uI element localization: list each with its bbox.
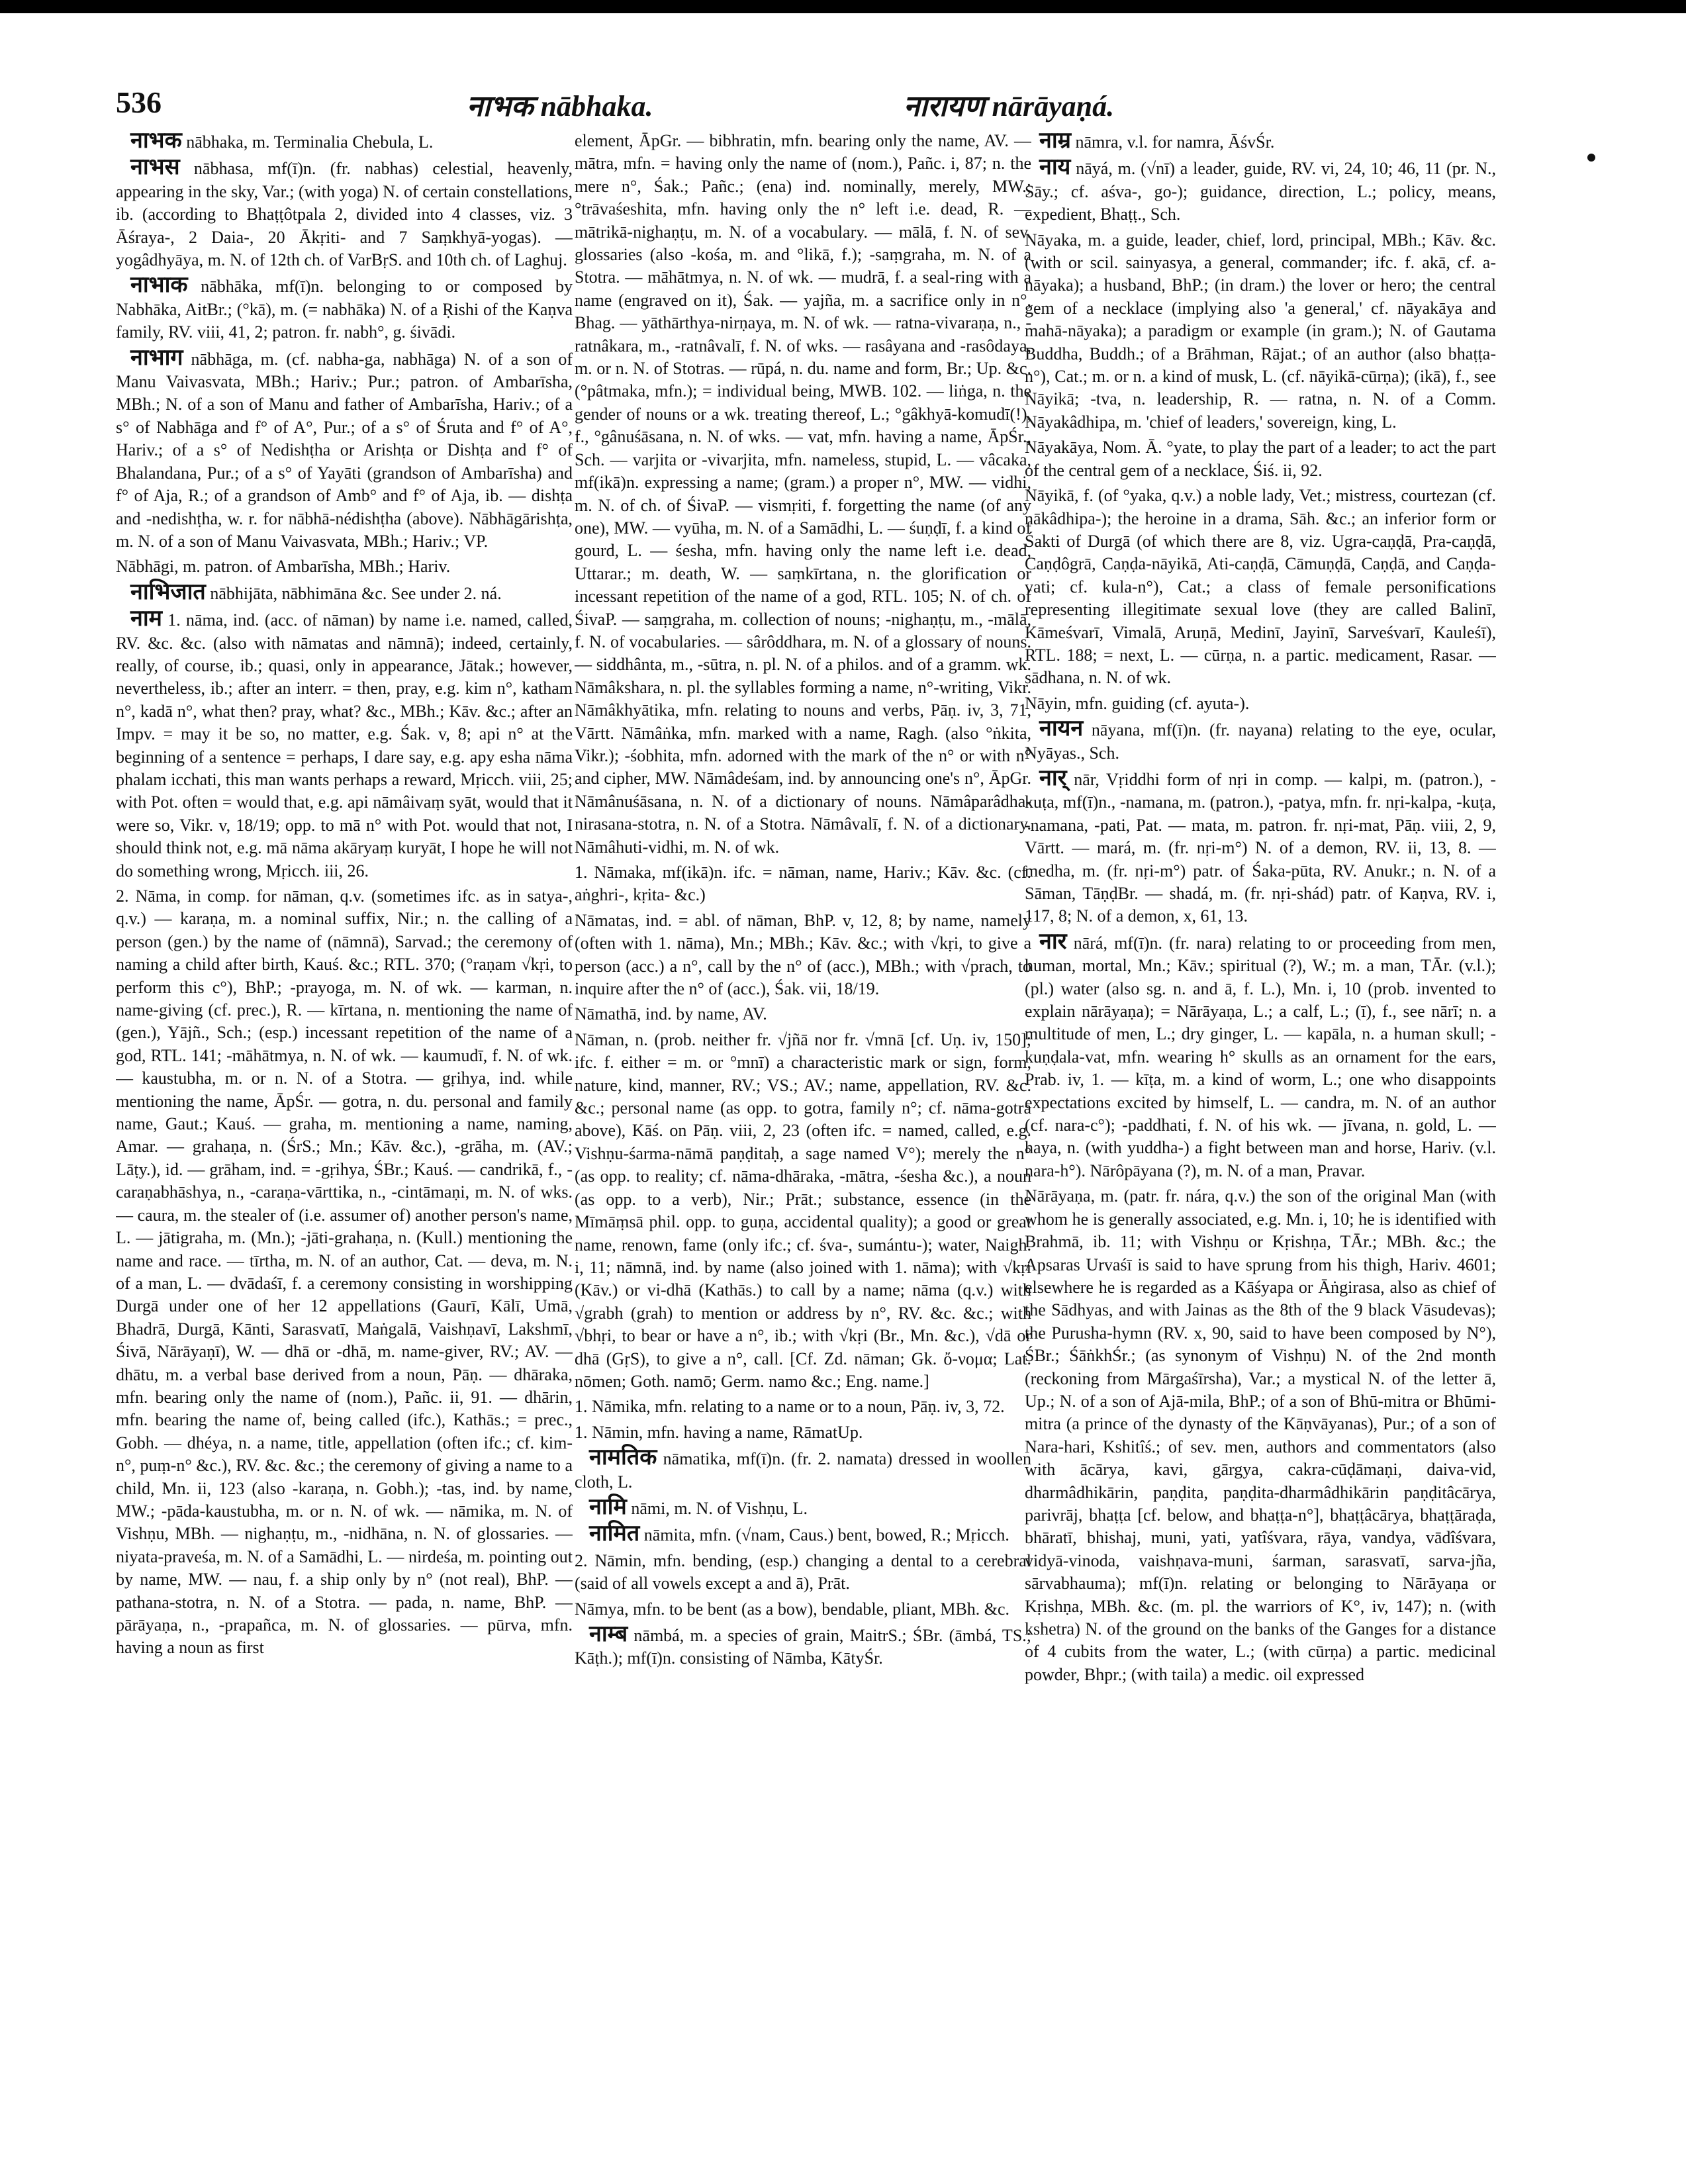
dictionary-entry	[1025, 130, 1496, 154]
dictionary-entry	[1025, 692, 1496, 715]
entry-headword-devanagari: नाम्ब	[589, 1622, 628, 1646]
entry-headword-devanagari: नामित	[589, 1521, 640, 1546]
entry-text: Nāman, n. (prob. neither fr. √jñā nor fr. √mnā [cf. Uṇ. iv, 150]; ifc. f. either = m. or °mnī) a characteristic mark or sign, form, nature, kind, manner, RV.; VS.; AV.; name, appellation, RV. &c. &c.; personal name (as opp. to gotra, family n°; cf. nāma-gotra above), Kāś. on Pāṇ. viii, 2, 23 (often ifc. = named, called, e.g. Vishṇu-śarma-nāmā paṇḍitaḥ, a sage named V°); merely the n° (as opp. to reality; cf. nāma-dhāraka, -mātra, -śesha &c.), a noun (as opp. to a verb), Nir.; Prāt.; substance, essence (in the Mīmāṃsā phil. opp. to guṇa, accidental quality); a good or great name, renown, fame (only ifc.; cf. śva-, sumántu-); water, Naigh. i, 11; nāmnā, ind. by name (also joined with 1. nāma); with √kṛi (Kāv.) or vi-dhā (Kathās.) to call by a name; nāma (q.v.) with √grabh (grah) to mention or address by n°, RV. &c. &c.; with √bhṛi, to bear or have a n°, ib.; with √kṛi (Br., Mn. &c.), √dā or dhā (GṛS), to give a n°, call. [Cf. Zd. nāman; Gk. ὄ-νομα; Lat. nōmen; Goth. namō; Germ. namo &c.; Eng. name.]	[575, 1029, 1031, 1391]
dictionary-entry	[116, 608, 573, 882]
dictionary-entry	[1025, 485, 1496, 690]
entry-text: nābhāka, mf(ī)n. belonging to or composed by Nabhāka, AitBr.; (°kā), m. (= nabhāka) N. of a Ṛishi of the Kaṇva family, RV. viii, 41, 2; patron. fr. nabh°, g. śivādi.	[116, 277, 573, 342]
dictionary-entry	[1025, 1185, 1496, 1686]
entry-text: nāyá, m. (√nī) a leader, guide, RV. vi, 24, 10; 46, 11 (pr. N., Sāy.; cf. aśva-, go-); guidance, direction, L.; policy, means, expedient, Bhaṭṭ., Sch.	[1025, 159, 1496, 224]
dictionary-entry	[116, 130, 573, 154]
column-2	[575, 130, 1031, 2158]
page-number: 536	[116, 85, 162, 119]
top-border-rule	[0, 0, 1686, 13]
column-1	[116, 130, 573, 2158]
entry-text: 1. nāma, ind. (acc. of nāman) by name i.e. named, called, RV. &c. &c. (also with nāmatas and nāmnā); indeed, certainly, really, of course, ib.; quasi, only in appearance, Jātak.; however, nevertheless, ib.; after an interr. = then, pray, e.g. kim n°, katham n°, kadā n°, what then? pray, what? &c., MBh.; Kāv. &c.; after an Impv. = may it be so, no matter, e.g. Śak. v, 8; api n° at the beginning of a sentence = perhaps, I dare say, e.g. apy esha nāma phalam icchati, this man wants perhaps a reward, Mṛicch. viii, 25; with Pot. often = would that, e.g. api nāmâivaṃ syāt, would that it were so, Vikr. v, 18/19; opp. to mā n° with Pot. would that not, I should think not, e.g. mā nāma akāryaṃ kuryāt, I hope he will not do something wrong, Mṛicch. iii, 26.	[116, 610, 573, 880]
dictionary-entry	[575, 1421, 1031, 1444]
dictionary-entry	[116, 347, 573, 553]
entry-text: nāmatika, mf(ī)n. (fr. 2. namata) dressed in woollen cloth, L.	[575, 1449, 1031, 1492]
entry-text: nābhasa, mf(ī)n. (fr. nabhas) celestial, heavenly, appearing in the sky, Var.; (with yoga) N. of certain constellations, ib. (according to Bhaṭṭôtpala 2, divided into 4 classes, viz. 3 Āśraya-, 2 Daia-, 20 Ākṛiti- and 7 Saṃkhyā-yogas). — yogâdhyāya, m. N. of 12th ch. of VarBṛS. and 10th ch. of Laghuj.	[116, 159, 573, 270]
entry-headword-devanagari: नाभाग	[130, 345, 183, 370]
entry-text: nābhāga, m. (cf. nabha-ga, nabhāga) N. of a son of Manu Vaivasvata, MBh.; Hariv.; Pur.; patron. of Ambarīsha, MBh.; N. of a son of Manu and father of Ambarīsha, Hariv.; of a s° of Nabhāga and f° of A°, Pur.; of a s° of Śruta and f° of A°, Hariv.; of a s° of Nedishṭha or Arishṭa or Dishṭa and f° of Bhalandana, Pur.; of a s° of Yayāti (grandson of Ambarīsha) and f° of Aja, R.; of a grandson of Amb° and f° of Aja, ib. — dishṭa and -nedishṭha, w. r. for nābhā-nédishṭha (above). Nābhāgārishṭa, m. N. of a son of Manu Vaivasvata, MBh.; Hariv.; VP.	[116, 349, 573, 551]
dictionary-entry	[575, 1447, 1031, 1494]
dictionary-entry	[575, 1396, 1031, 1418]
entry-text: nāmita, mfn. (√nam, Caus.) bent, bowed, R.; Mṛicch.	[643, 1525, 1009, 1545]
entry-headword-devanagari: नामतिक	[589, 1445, 657, 1470]
running-head-right: नारायण nārāyaṇá.	[904, 90, 1115, 122]
entry-text: Nāyakāya, Nom. Ā. °yate, to play the part of a leader; to act the part of the central gem of a necklace, Śiś. ii, 92.	[1025, 438, 1496, 480]
entry-text: Nāyin, mfn. guiding (cf. ayuta-).	[1025, 693, 1250, 713]
entry-headword-devanagari: नाभाक	[130, 273, 188, 298]
entry-headword-devanagari: नाभक	[130, 130, 182, 153]
entry-text: nābhijāta, nābhimāna &c. See under 2. ná.	[210, 583, 502, 603]
margin-mark	[1587, 154, 1595, 162]
entry-text: Nāyaka, m. a guide, leader, chief, lord, principal, MBh.; Kāv. &c. (with or scil. sainyasya, a general, commander; ifc. f. akā, cf. a-nāyaka); a husband, BhP.; (in dram.) the lover or hero; the central gem of a necklace (implying also 'a general,' cf. nāyakāya and mahā-nāyaka); a paradigm or example (in gram.); N. of Gautama Buddha, Buddh.; of a Brāhman, Rājat.; of an author (also bhaṭṭa-n°), Cat.; m. or n. a kind of musk, L. (cf. nāyikā-cūrṇa); (ikā), f., see Nāyikā; -tva, n. leadership, R. — ratna, n. N. of a Comm. Nāyakâdhipa, m. 'chief of leaders,' sovereign, king, L.	[1025, 230, 1496, 432]
entry-text: element, ĀpGr. — bibhratin, mfn. bearing only the name, AV. — mātra, mfn. = having only the name of (nom.), Pañc. i, 87; n. the mere n°, Śak.; Pañc.; (ena) ind. nominally, merely, MW.; °trāvaśeshita, mfn. having only the n° left i.e. dead, R. — mātrikā-nighaṇṭu, m. N. of a vocabulary. — mālā, f. N. of sev. glossaries (also -kośa, m. and °likā, f.); -saṃgraha, m. N. of a Stotra. — māhātmya, n. N. of wk. — mudrā, f. a seal-ring with a name (engraved on it), Śak. — yajña, m. a sacrifice only in n°, Bhag. — yāthārthya-nirṇaya, m. N. of wk. — ratna-vivaraṇa, n., -ratnâkara, m., -ratnâvalī, f. N. of wks. — rasâyana and -rasôdaya, m. or n. N. of Stotras. — rūpá, n. du. name and form, Br.; Up. &c. (°pâtmaka, mfn.); = individual being, MWB. 102. — liṅga, n. the gender of nouns or a wk. treating thereof, L.; °gâkhyā-komudī(!), f., °gânuśāsana, n. N. of wks. — vat, mfn. having a name, ĀpŚr., Sch. — varjita or -vivarjita, mfn. nameless, stupid, L. — vâcaka, mf(ikā)n. expressing a name; (gram.) a proper n°, MW. — vidhi, m. N. of ch. of ŚivaP. — vismṛiti, f. forgetting the name (of any one), MW. — vyūha, m. N. of a Samādhi, L. — śuṇḍī, f. a kind of gourd, L. — śesha, mfn. having only the name left i.e. dead, Uttarar.; m. death, W. — saṃkīrtana, n. the glorification or incessant repetition of the name of a god, RTL. 105; N. of ch. of ŚivaP. — saṃgraha, m. collection of nouns; -nighaṇṭu, m., -mālā, f. N. of vocabularies. — sârôddhara, m. N. of a glossary of nouns. — siddhânta, m., -sūtra, n. pl. N. of a philos. and of a gramm. wk. Nāmâkshara, n. pl. the syllables forming a name, n°-writing, Vikr. Nāmâkhyātika, mfn. relating to nouns and verbs, Pāṇ. iv, 3, 71, Vārtt. Nāmâṅka, mfn. marked with a name, Ragh. (also °ṅkita, Vikr.); -śobhita, mfn. adorned with the mark of the n° or with n° and cipher, MW. Nāmâdeśam, ind. by announcing one's n°, ĀpGr. Nāmânuśāsana, n. N. of a dictionary of nouns. Nāmâparâdha-nirasana-stotra, n. N. of a Stotra. Nāmâvalī, f. N. of a dictionary. Nāmâhuti-vidhi, m. N. of wk.	[575, 131, 1031, 857]
dictionary-entry	[575, 1496, 1031, 1520]
entry-text: nābhaka, m. Terminalia Chebula, L.	[186, 132, 434, 152]
dictionary-entry	[116, 274, 573, 344]
dictionary-entry	[575, 861, 1031, 907]
entry-text: Nāyikā, f. (of °yaka, q.v.) a noble lady, Vet.; mistress, courtezan (cf. nākâdhipa-); the heroine in a drama, Sāh. &c.; an inferior form or Śakti of Durgā (of which there are 8, viz. Ugra-caṇḍā, Pra-caṇḍā, Caṇḍôgrā, Caṇḍa-nāyikā, Ati-caṇḍā, Cāmuṇḍā, Caṇḍā, and Caṇḍa-vati; cf. kula-n°), Cat.; a class of female personifications representing illegitimate sexual love (they are called Balinī, Kāmeśvarī, Vimalā, Aruṇā, Medinī, Jayinī, Sarveśvarī, Kauleśī), RTL. 188; = next, L. — cūrṇa, n. a partic. medicament, Rasar. — sādhana, n. N. of wk.	[1025, 486, 1496, 688]
running-head-left: नाभक nābhaka.	[467, 90, 653, 122]
dictionary-entry	[575, 1623, 1031, 1670]
entry-headword-devanagari: नार्	[1039, 765, 1067, 790]
entry-text: Nāmatas, ind. = abl. of nāman, BhP. v, 12, 8; by name, namely (often with 1. nāma), Mn.; MBh.; Kāv. &c.; with √kṛi, to give a person (acc.) a n°, call by the n° of (acc.), MBh.; with √prach, to inquire after the n° of (acc.), Śak. vii, 18/19.	[575, 910, 1031, 999]
dictionary-entry	[116, 156, 573, 271]
dictionary-entry	[575, 1550, 1031, 1595]
entry-headword-devanagari: नार	[1039, 929, 1067, 954]
dictionary-entry	[1025, 156, 1496, 226]
dictionary-entry	[1025, 931, 1496, 1182]
entry-text: nāmra, v.l. for namra, ĀśvŚr.	[1075, 132, 1275, 152]
entry-headword-devanagari: नाय	[1039, 155, 1071, 180]
entry-text: 1. Nāmin, mfn. having a name, RāmatUp.	[575, 1422, 863, 1442]
entry-text: nāyana, mf(ī)n. (fr. nayana) relating to the eye, ocular, Nyāyas., Sch.	[1025, 720, 1496, 763]
dictionary-entry	[116, 885, 573, 1660]
entry-headword-devanagari: नाभिजात	[130, 579, 206, 604]
entry-text: Nāmathā, ind. by name, AV.	[575, 1004, 767, 1024]
entry-text: nāmi, m. N. of Vishṇu, L.	[631, 1498, 808, 1518]
entry-text: nārá, mf(ī)n. (fr. nara) relating to or proceeding from men, human, mortal, Mn.; Kāv.; spiritual (?), W.; m. a man, TĀr. (v.l.); (pl.) water (also sg. n. and ā, f. L.), Mn. i, 10 (prob. invented to explain nārāyaṇa); = Nārāyaṇa, L.; a calf, L.; (ī), f., see nārī; n. a multitude of men, L.; dry ginger, L. — kapāla, n. a human skull; -kuṇḍala-vat, mfn. wearing h° skulls as an ornament for the ears, Prab. iv, 1. — kīṭa, m. a kind of worm, L.; one who disappoints expectations excited by himself, L. — candra, m. N. of an author (cf. nara-c°); -paddhati, f. N. of his wk. — jīvana, n. gold, L. — haya, n. (with yuddha-) a fight between man and horse, Hariv. (v.l. nara-h°). Nārôpāyana (?), m. N. of a man, Pravar.	[1025, 933, 1496, 1180]
dictionary-entry	[1025, 436, 1496, 482]
entry-text: Nāmya, mfn. to be bent (as a bow), bendable, pliant, MBh. &c.	[575, 1599, 1010, 1619]
dictionary-entry	[575, 910, 1031, 1001]
column-3	[1025, 130, 1496, 2158]
entry-text: 2. Nāma, in comp. for nāman, q.v. (sometimes ifc. as in satya-, q.v.) — karaṇa, m. a nominal suffix, Nir.; n. the calling of a person (gen.) by the name of (nāmnā), Sarvad.; the ceremony of naming a child after birth, Kauś. &c.; RTL. 370; (°raṇam √kṛi, to perform this c°), BhP.; -prayoga, m. N. of wk. — karman, n. name-giving (cf. prec.), R. — kīrtana, n. mentioning the name of (gen.), Yājñ., Sch.; (esp.) incessant repetition of the name of a god, RTL. 141; -māhātmya, n. N. of wk. — kaumudī, f. N. of wk. — kaustubha, m. or n. N. of a Stotra. — gṛihya, ind. while mentioning the name, ĀpŚr. — gotra, n. du. personal and family name, Gaut.; Kauś. — graha, m. mentioning a name, naming, Amar. — grahaṇa, n. (ŚrS.; Mn.; Kāv. &c.), -grāha, m. (AV.; Lāṭy.), id. — grāham, ind. = -gṛihya, ŚBr.; Kauś. — candrikā, f., -caraṇabhāshya, n., -caraṇa-vārttika, n., -cintāmaṇi, m. N. of wks. — caura, m. the stealer of (i.e. assumer of) another person's name, L. — jātigraha, m. (Mn.); -jāti-grahaṇa, n. (Kull.) mentioning the name and race. — tīrtha, m. N. of an author, Cat. — deva, m. N. of a man, L. — dvādaśī, f. a ceremony consisting in worshipping Durgā under one of her 12 appellations (Gaurī, Kālī, Umā, Bhadrā, Durgā, Kānti, Sarasvatī, Maṅgalā, Vaishṇavī, Lakshmī, Śivā, Nārāyaṇī), W. — dhā or -dhā, m. name-giver, RV.; AV. — dhātu, m. a verbal base derived from a noun, Pāṇ. — dhāraka, mfn. bearing only the name of (nom.), Pañc. ii, 91. — dhārin, mfn. bearing the name of, being called (ifc.), Kathās.; = prec., Gobh. — dhéya, n. a name, title, appellation (often ifc.; cf. kim-n°, puṃ-n° &c.), RV. &c. &c.; the ceremony of giving a name to a child, Mn. ii, 123 (also -karaṇa, n. Gobh.); -tas, ind. by name, MW.; -pāda-kaustubha, m. or n. N. of wk. — nāmika, m. N. of Vishṇu, MBh. — nighaṇṭu, m., -nidhāna, n. N. of glossaries. — niyata-praveśa, m. N. of a Samādhi, L. — nirdeśa, m. pointing out by name, MW. — nau, f. a ship only by n° (not real), BhP. — pathana-stotra, n. N. of a Stotra. — pada, n. name, BhP. — pārāyaṇa, n., -prapañca, m. N. of glossaries. — pūrva, mfn. having a noun as first	[116, 886, 573, 1658]
entry-headword-devanagari: नाम्र	[1039, 130, 1072, 153]
dictionary-entry	[116, 555, 573, 578]
entry-text: nāmbá, m. a species of grain, MaitrS.; ŚBr. (āmbá, TS.; Kāṭh.); mf(ī)n. consisting of Nāmba, KātyŚr.	[575, 1626, 1031, 1668]
dictionary-entry	[1025, 229, 1496, 434]
dictionary-entry	[1025, 718, 1496, 765]
entry-text: Nārāyaṇa, m. (patr. fr. nára, q.v.) the son of the original Man (with whom he is generally associated, e.g. Mn. i, 10; he is identified with Brahmā, ib. 11; with Vishṇu or Kṛishṇa, TĀr.; MBh. &c.; the Apsaras Urvaśī is said to have sprung from his thigh, Hariv. 4601; elsewhere he is regarded as a Kāśyapa or Āṅgirasa, also as chief of the Sādhyas, and with Jainas as the 8th of the 9 black Vāsudevas); the Purusha-hymn (RV. x, 90, said to have been composed by N°), ŚBr.; ŚāṅkhŚr.; (as synonym of Vishṇu) N. of the 2nd month (reckoning from Mārgaśīrsha), Var.; a mystical N. of the letter ā, Up.; N. of a son of Ajā-mila, BhP.; of a son of Bhū-mitra or Bhūmi-mitra (a prince of the dynasty of the Kāṇvāyanas), Pur.; of a son of Nara-hari, Kshitîś.; of sev. men, authors and commentators (also with ācārya, kavi, gārgya, cakra-cūḍāmaṇi, daiva-vid, dharmâdhikārin, paṇḍita, paṇḍita-dharmâdhikārin paṇḍitâcārya, parivrāj, bhaṭṭa [cf. below, and bhaṭṭa-n°], bhaṭṭâcārya, bhaṭṭāraḍa, bhāratī, bhishaj, muni, yati, yatîśvara, rāya, vandya, vādîśvara, vidyā-vinoda, vaishṇava-muni, śarman, sarasvatī, sarva-jña, sārvabhauma); mf(ī)n. relating or belonging to Nārāyaṇa or Kṛishṇa, MBh. &c. (m. pl. the warriors of K°, iv, 147); n. (with kshetra) N. of the ground on the banks of the Ganges for a distance of 4 cubits from the water, L.; (with cūrṇa) a partic. medicinal powder, Bhpr.; (with taila) a medic. oil expressed	[1025, 1186, 1496, 1684]
entry-text: Nābhāgi, m. patron. of Ambarīsha, MBh.; Hariv.	[116, 557, 451, 577]
entry-text: 1. Nāmaka, mf(ikā)n. ifc. = nāman, name, Hariv.; Kāv. &c. (cf. aṅghri-, kṛita- &c.)	[575, 863, 1031, 905]
entry-text: 2. Nāmin, mfn. bending, (esp.) changing a dental to a cerebral (said of all vowels except a and ā), Prāt.	[575, 1550, 1031, 1593]
entry-headword-devanagari: नायन	[1039, 716, 1084, 741]
dictionary-entry	[116, 581, 573, 605]
entry-text: 1. Nāmika, mfn. relating to a name or to a noun, Pāṇ. iv, 3, 72.	[575, 1397, 1005, 1417]
dictionary-entry	[1025, 767, 1496, 928]
dictionary-entry	[575, 1003, 1031, 1025]
dictionary-entry	[575, 1029, 1031, 1394]
dictionary-entry	[575, 130, 1031, 859]
dictionary-entry	[575, 1523, 1031, 1546]
entry-headword-devanagari: नाम	[130, 606, 163, 632]
entry-text: nār, Vṛiddhi form of nṛi in comp. — kalpi, m. (patron.), -kuṭa, mf(ī)n., -namana, m. (patron.), -patya, mfn. fr. nṛi-kalpa, -kuṭa, -namana, -pati, Pat. — mata, m. patron. fr. nṛi-mat, Pāṇ. viii, 2, 9, Vārtt. — mará, m. (fr. nṛi-m°) N. of a demon, RV. ii, 13, 8. — medha, m. (fr. nṛi-m°) patr. of Śaka-pūta, RV. Anukr.; n. N. of a Sāman, TāṇḍBr. — shadá, m. (fr. nṛi-shád) patr. of Kaṇva, RV. i, 117, 8; N. of a demon, x, 61, 13.	[1025, 769, 1496, 926]
entry-headword-devanagari: नाभस	[130, 155, 180, 180]
dictionary-entry	[575, 1598, 1031, 1621]
entry-headword-devanagari: नामि	[589, 1494, 627, 1519]
